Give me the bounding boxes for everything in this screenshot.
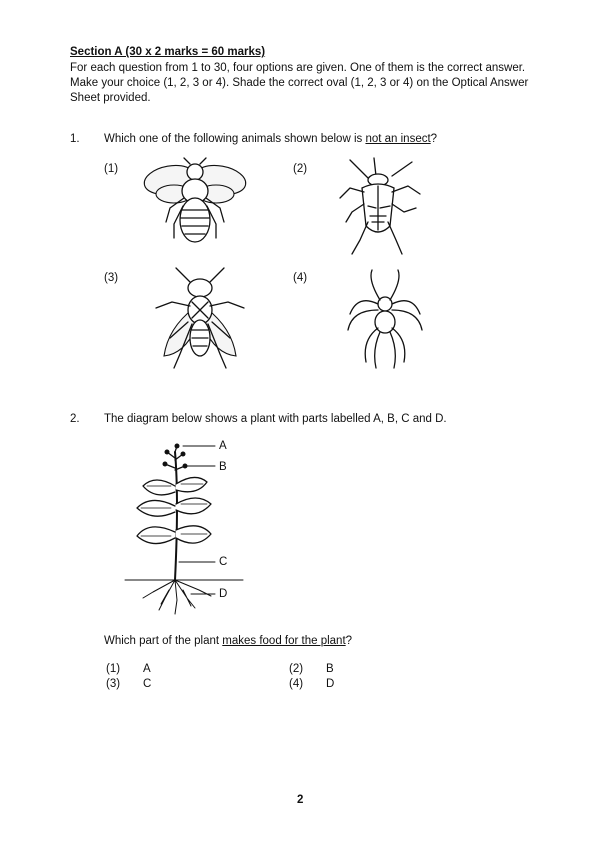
- fly-icon: [150, 268, 250, 373]
- page-number: 2: [297, 794, 304, 806]
- q1-option-4-label: (4): [293, 272, 308, 284]
- q2-option-1-number: (1): [106, 663, 121, 675]
- q2-emphasis: makes food for the plant: [222, 635, 346, 647]
- q1-text: Which one of the following animals shown below is not an insect?: [104, 133, 438, 145]
- q2-option-4-value: D: [326, 678, 335, 690]
- q1-emphasis: not an insect: [365, 133, 431, 145]
- q1-option-1-label: (1): [104, 163, 119, 175]
- bee-icon: [140, 158, 250, 253]
- label-b: B: [219, 461, 227, 473]
- label-c: C: [219, 556, 228, 568]
- q2-question: Which part of the plant makes food for the plant?: [104, 635, 353, 647]
- q2-option-2-value: B: [326, 663, 334, 675]
- q2-number: 2.: [70, 413, 80, 425]
- q1-option-3-label: (3): [104, 272, 119, 284]
- q2-option-1-value: A: [143, 663, 151, 675]
- q2-option-3-number: (3): [106, 678, 121, 690]
- spider-icon: [340, 270, 430, 370]
- label-d: D: [219, 588, 228, 600]
- q1-number: 1.: [70, 133, 80, 145]
- cockroach-icon: [330, 158, 430, 258]
- q2-option-4-number: (4): [289, 678, 304, 690]
- q2-option-3-value: C: [143, 678, 152, 690]
- section-title: Section A (30 x 2 marks = 60 marks): [70, 46, 266, 58]
- q2-text: The diagram below shows a plant with parts labelled A, B, C and D.: [104, 413, 447, 425]
- q1-option-2-label: (2): [293, 163, 308, 175]
- label-a: A: [219, 440, 227, 452]
- q2-option-2-number: (2): [289, 663, 304, 675]
- section-instructions: For each question from 1 to 30, four options are given. One of them is the correct answer. Make your choice (1, 2, 3 or 4). Shade the correct oval (1, 2, 3 or 4) on the Optical Answer Sheet provided.: [70, 62, 529, 104]
